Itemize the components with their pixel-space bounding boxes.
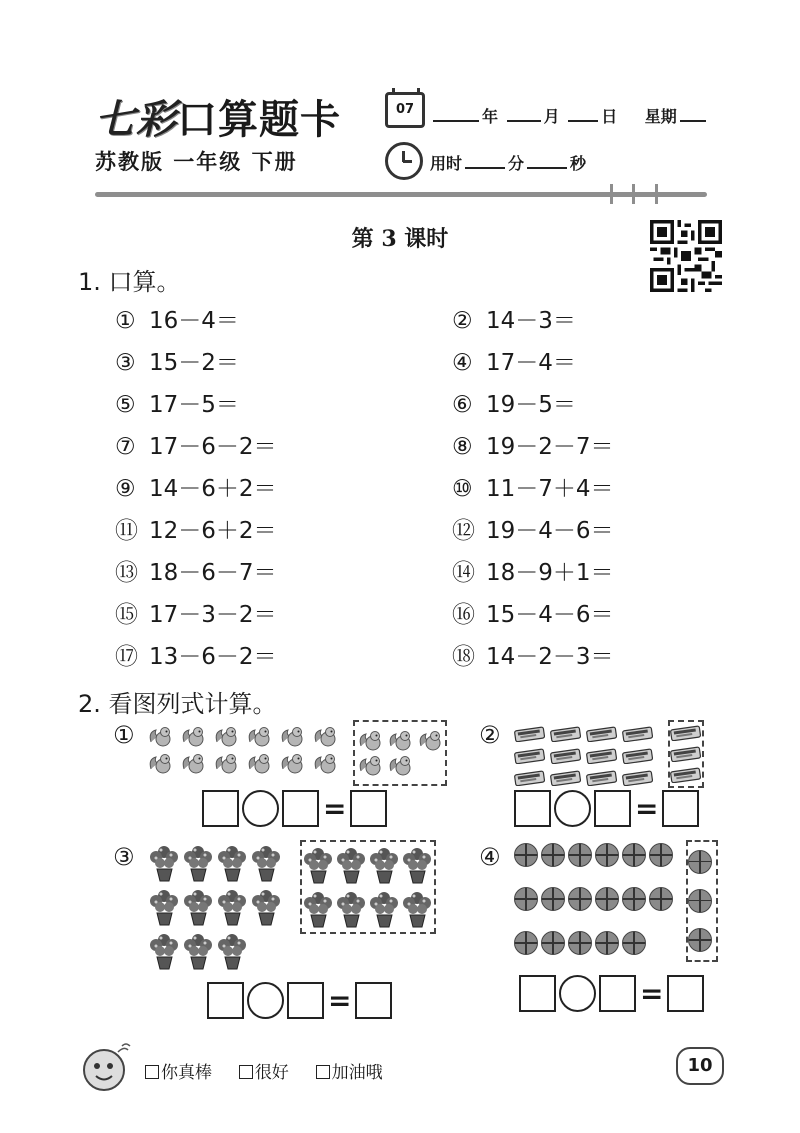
basketball-icon [595, 887, 619, 911]
calendar-icon [385, 92, 425, 128]
item-expression: 17－3－2＝ [149, 602, 277, 628]
item-number: ⑧ [452, 434, 473, 460]
item-number: ⑩ [452, 476, 473, 502]
item-number: ① [115, 308, 136, 334]
squirrel-icon [181, 751, 206, 776]
item-expression: 15－4－6＝ [486, 602, 614, 628]
potted-plant-icon [250, 887, 283, 927]
potted-plant-icon [216, 931, 249, 971]
basketball-icon [649, 843, 673, 867]
picture-2-group [514, 726, 658, 786]
item-expression: 19－2－7＝ [486, 434, 614, 460]
picture-4-answer [519, 975, 704, 1012]
tape-icon [586, 748, 617, 764]
q1-item [452, 386, 576, 419]
edition-subtitle: 苏教版 一年级 下册 [95, 150, 298, 174]
result-box[interactable] [350, 790, 387, 827]
calendar-number: 07 [395, 102, 415, 117]
result-box[interactable] [355, 982, 392, 1019]
squirrel-icon [313, 751, 338, 776]
potted-plant-icon [335, 889, 368, 929]
picture-4-group [514, 843, 676, 955]
item-expression: 14－6＋2＝ [149, 476, 277, 502]
item-expression: 17－5＝ [149, 392, 239, 418]
basketball-icon [622, 887, 646, 911]
basketball-icon [595, 843, 619, 867]
basketball-icon [622, 843, 646, 867]
year-blank[interactable] [433, 106, 479, 122]
item-expression: 17－4＝ [486, 350, 576, 376]
basketball-icon [688, 850, 712, 874]
seconds-blank[interactable] [527, 153, 567, 169]
item-number: ⑫ [452, 518, 475, 544]
tape-icon [550, 770, 581, 786]
picture-1-group [148, 724, 346, 776]
qr-code-icon[interactable] [650, 220, 722, 292]
squirrel-icon [358, 728, 383, 753]
picture-4-boxed-group [686, 840, 718, 962]
basketball-icon [622, 931, 646, 955]
potted-plant-icon [368, 889, 401, 929]
answer-box[interactable] [282, 790, 319, 827]
self-evaluation [145, 1058, 383, 1083]
q1-item [452, 554, 614, 587]
operator-circle[interactable] [247, 982, 284, 1019]
answer-box[interactable] [594, 790, 631, 827]
basketball-icon [541, 843, 565, 867]
item-expression: 11－7＋4＝ [486, 476, 614, 502]
q1-item [115, 302, 239, 335]
picture-3-boxed-group [300, 840, 436, 934]
operator-circle[interactable] [559, 975, 596, 1012]
tape-icon [670, 767, 701, 783]
answer-box[interactable] [514, 790, 551, 827]
answer-box[interactable] [287, 982, 324, 1019]
basketball-icon [541, 931, 565, 955]
checkbox[interactable] [239, 1065, 253, 1079]
basketball-icon [568, 843, 592, 867]
basketball-icon [514, 843, 538, 867]
year-label: 年 [482, 107, 499, 126]
basketball-icon [568, 931, 592, 955]
item-expression: 17－6－2＝ [149, 434, 277, 460]
squirrel-icon [148, 724, 173, 749]
checkbox[interactable] [145, 1065, 159, 1079]
tape-icon [622, 770, 653, 786]
basketball-icon [688, 889, 712, 913]
picture-3-group [148, 843, 284, 971]
tape-icon [670, 746, 701, 762]
q1-item [115, 554, 277, 587]
squirrel-icon [214, 724, 239, 749]
potted-plant-icon [302, 889, 335, 929]
item-number: ⑤ [115, 392, 136, 418]
lesson-title: 第 3 课时 [351, 226, 449, 252]
squirrel-icon [388, 753, 413, 778]
minutes-label: 分 [508, 154, 525, 173]
potted-plant-icon [148, 887, 181, 927]
picture-1-answer [202, 790, 387, 827]
q2-title: 2. 看图列式计算。 [78, 690, 277, 718]
time-used-label: 用时 [430, 154, 463, 173]
potted-plant-icon [182, 931, 215, 971]
potted-plant-icon [250, 843, 283, 883]
item-expression: 15－2＝ [149, 350, 239, 376]
option-keep-going[interactable]: 加油哦 [316, 1063, 383, 1083]
tape-icon [550, 748, 581, 764]
answer-box[interactable] [202, 790, 239, 827]
basketball-icon [688, 928, 712, 952]
brand-qi: 七彩 [95, 96, 177, 143]
basketball-icon [514, 931, 538, 955]
squirrel-icon [247, 724, 272, 749]
q1-item [115, 470, 277, 503]
seconds-label: 秒 [570, 154, 587, 173]
tape-icon [514, 748, 545, 764]
picture-4-number: ④ [479, 843, 501, 871]
clock-icon [385, 142, 423, 180]
answer-box[interactable] [599, 975, 636, 1012]
basketball-icon [568, 887, 592, 911]
item-number: ⑯ [452, 602, 475, 628]
equals-sign: = [640, 977, 664, 1010]
potted-plant-icon [401, 889, 434, 929]
time-fields [430, 151, 586, 174]
item-expression: 12－6＋2＝ [149, 518, 277, 544]
picture-3-answer [207, 982, 392, 1019]
operator-circle[interactable] [554, 790, 591, 827]
q1-item [452, 512, 614, 545]
item-number: ② [452, 308, 473, 334]
month-label: 月 [543, 107, 560, 126]
potted-plant-icon [401, 845, 434, 885]
potted-plant-icon [182, 887, 215, 927]
item-number: ⑨ [115, 476, 136, 502]
item-expression: 18－6－7＝ [149, 560, 277, 586]
day-blank[interactable] [568, 106, 598, 122]
basketball-icon [595, 931, 619, 955]
potted-plant-icon [335, 845, 368, 885]
squirrel-icon [388, 728, 413, 753]
q1-item [452, 470, 614, 503]
item-number: ⑦ [115, 434, 136, 460]
basketball-icon [541, 887, 565, 911]
q1-item [452, 428, 614, 461]
q1-item [115, 428, 277, 461]
item-number: ④ [452, 350, 473, 376]
q1-item [115, 638, 277, 671]
answer-box[interactable] [519, 975, 556, 1012]
item-number: ⑥ [452, 392, 473, 418]
item-number: ⑱ [452, 644, 475, 670]
tape-icon [586, 726, 617, 742]
item-expression: 14－2－3＝ [486, 644, 614, 670]
q1-item [452, 596, 614, 629]
item-expression: 13－6－2＝ [149, 644, 277, 670]
squirrel-icon [358, 753, 383, 778]
item-number: ⑪ [115, 518, 138, 544]
item-number: ⑮ [115, 602, 138, 628]
day-label: 日 [601, 107, 618, 126]
potted-plant-icon [302, 845, 335, 885]
item-number: ⑬ [115, 560, 138, 586]
tape-icon [586, 770, 617, 786]
q1-item [115, 386, 239, 419]
tape-icon [622, 748, 653, 764]
operator-circle[interactable] [242, 790, 279, 827]
picture-2-answer [514, 790, 699, 827]
item-expression: 18－9＋1＝ [486, 560, 614, 586]
picture-1-number: ① [113, 721, 135, 749]
squirrel-icon [280, 751, 305, 776]
q1-item [452, 344, 576, 377]
basketball-icon [514, 887, 538, 911]
squirrel-icon [148, 751, 173, 776]
equals-sign: = [323, 792, 347, 825]
picture-1-boxed-group [353, 720, 447, 786]
result-box[interactable] [667, 975, 704, 1012]
brand-title [95, 88, 341, 145]
potted-plant-icon [216, 843, 249, 883]
date-fields [430, 104, 709, 127]
item-expression: 16－4＝ [149, 308, 239, 334]
tape-icon [550, 726, 581, 742]
item-number: ⑰ [115, 644, 138, 670]
q1-item [452, 302, 576, 335]
potted-plant-icon [368, 845, 401, 885]
item-number: ⑭ [452, 560, 475, 586]
potted-plant-icon [148, 931, 181, 971]
squirrel-icon [313, 724, 338, 749]
brand-rest: 口算题卡 [177, 96, 341, 143]
picture-2-boxed-group [668, 720, 704, 788]
potted-plant-icon [148, 843, 181, 883]
page-number: 10 [676, 1047, 724, 1085]
squirrel-icon [181, 724, 206, 749]
squirrel-icon [418, 728, 443, 753]
equals-sign: = [328, 984, 352, 1017]
squirrel-icon [280, 724, 305, 749]
item-expression: 19－5＝ [486, 392, 576, 418]
tape-icon [670, 725, 701, 741]
picture-2-number: ② [479, 721, 501, 749]
q1-item [115, 344, 239, 377]
q1-title: 1. 口算。 [78, 268, 181, 296]
item-number: ③ [115, 350, 136, 376]
result-box[interactable] [662, 790, 699, 827]
mascot-icon [78, 1038, 136, 1096]
potted-plant-icon [182, 843, 215, 883]
answer-box[interactable] [207, 982, 244, 1019]
q1-item [452, 638, 614, 671]
squirrel-icon [214, 751, 239, 776]
option-great[interactable]: 你真棒 [145, 1063, 212, 1083]
item-expression: 19－4－6＝ [486, 518, 614, 544]
potted-plant-icon [216, 887, 249, 927]
squirrel-icon [247, 751, 272, 776]
tape-icon [514, 770, 545, 786]
equals-sign: = [635, 792, 659, 825]
tape-icon [514, 726, 545, 742]
minutes-blank[interactable] [465, 153, 505, 169]
divider-pins [605, 184, 665, 206]
basketball-icon [649, 887, 673, 911]
checkbox[interactable] [316, 1065, 330, 1079]
month-blank[interactable] [507, 106, 541, 122]
weekday-label: 星期 [644, 107, 677, 126]
q1-item [115, 596, 277, 629]
picture-3-number: ③ [113, 843, 135, 871]
tape-icon [622, 726, 653, 742]
q1-item [115, 512, 277, 545]
option-good[interactable]: 很好 [239, 1063, 289, 1083]
weekday-blank[interactable] [680, 106, 706, 122]
item-expression: 14－3＝ [486, 308, 576, 334]
